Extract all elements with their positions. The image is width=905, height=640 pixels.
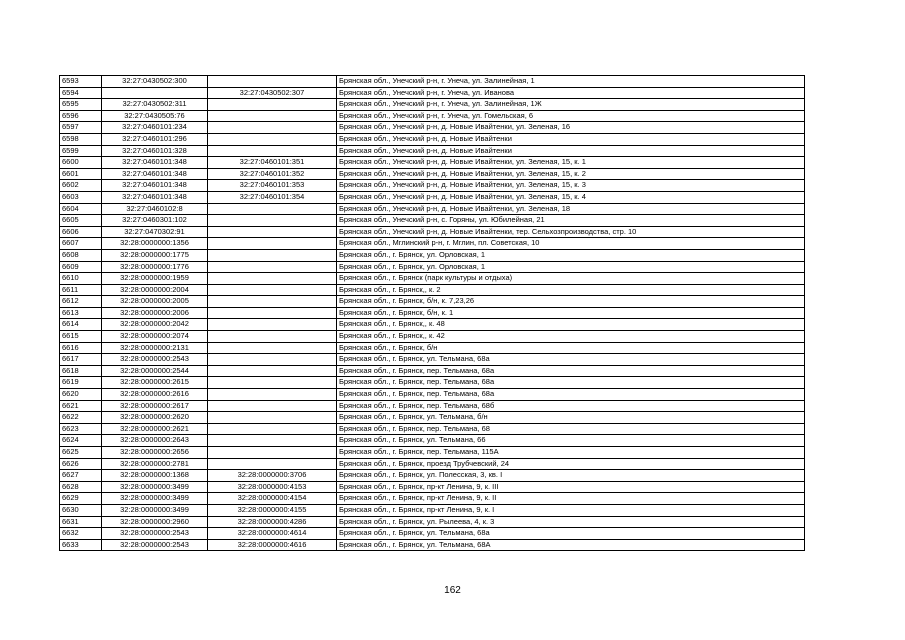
address-cell: Брянская обл., Унечский р-н, д. Новые Ивайтенки xyxy=(337,145,805,157)
table-row xyxy=(60,110,805,122)
row-number-cell: 6599 xyxy=(60,145,102,157)
cadastral-number-cell: 32:27:0430502:300 xyxy=(102,76,208,88)
table-row xyxy=(60,389,805,401)
cadastral-number-cell: 32:28:0000000:2616 xyxy=(102,389,208,401)
table-row xyxy=(60,377,805,389)
address-cell: Брянская обл., г. Брянск, пер. Тельмана, 68б xyxy=(337,400,805,412)
address-cell: Брянская обл., г. Брянск, ул. Полесская, 3, кв. I xyxy=(337,470,805,482)
registry-table xyxy=(59,75,805,551)
address-cell: Брянская обл., г. Брянск,, к. 2 xyxy=(337,284,805,296)
row-number-cell: 6600 xyxy=(60,157,102,169)
object-cadastral-number-cell: 32:27:0460101:351 xyxy=(208,157,337,169)
row-number-cell: 6630 xyxy=(60,504,102,516)
address-cell: Брянская обл., г. Брянск, пр-кт Ленина, 9, к. III xyxy=(337,481,805,493)
row-number-cell: 6622 xyxy=(60,412,102,424)
table-row xyxy=(60,273,805,285)
table-row xyxy=(60,342,805,354)
object-cadastral-number-cell xyxy=(208,342,337,354)
cadastral-number-cell: 32:27:0430505:76 xyxy=(102,110,208,122)
row-number-cell: 6617 xyxy=(60,354,102,366)
table-row xyxy=(60,470,805,482)
address-cell: Брянская обл., г. Брянск, пер. Тельмана, 68а xyxy=(337,365,805,377)
table-row xyxy=(60,168,805,180)
row-number-cell: 6623 xyxy=(60,423,102,435)
table-row xyxy=(60,516,805,528)
row-number-cell: 6610 xyxy=(60,273,102,285)
table-row xyxy=(60,122,805,134)
row-number-cell: 6609 xyxy=(60,261,102,273)
cadastral-number-cell: 32:27:0460101:348 xyxy=(102,157,208,169)
table-row xyxy=(60,180,805,192)
object-cadastral-number-cell xyxy=(208,226,337,238)
object-cadastral-number-cell: 32:28:0000000:4616 xyxy=(208,539,337,551)
table-row xyxy=(60,249,805,261)
cadastral-number-cell: 32:27:0460101:348 xyxy=(102,168,208,180)
registry-table-body xyxy=(60,76,805,551)
row-number-cell: 6594 xyxy=(60,87,102,99)
table-row xyxy=(60,400,805,412)
table-row xyxy=(60,87,805,99)
address-cell: Брянская обл., г. Брянск, ул. Рылеева, 4, к. 3 xyxy=(337,516,805,528)
address-cell: Брянская обл., Унечский р-н, д. Новые Ивайтенки, ул. Зеленая, 15, к. 3 xyxy=(337,180,805,192)
address-cell: Брянская обл., г. Брянск, ул. Тельмана, 68А xyxy=(337,539,805,551)
row-number-cell: 6605 xyxy=(60,215,102,227)
row-number-cell: 6612 xyxy=(60,296,102,308)
table-row xyxy=(60,493,805,505)
cadastral-number-cell: 32:28:0000000:2131 xyxy=(102,342,208,354)
table-row xyxy=(60,528,805,540)
object-cadastral-number-cell: 32:28:0000000:4614 xyxy=(208,528,337,540)
cadastral-number-cell: 32:27:0460102:8 xyxy=(102,203,208,215)
object-cadastral-number-cell: 32:28:0000000:4153 xyxy=(208,481,337,493)
object-cadastral-number-cell xyxy=(208,203,337,215)
row-number-cell: 6625 xyxy=(60,447,102,459)
cadastral-number-cell: 32:28:0000000:2615 xyxy=(102,377,208,389)
address-cell: Брянская обл., г. Брянск, ул. Орловская, 1 xyxy=(337,261,805,273)
table-row xyxy=(60,481,805,493)
address-cell: Брянская обл., г. Брянск, б/н, к. 1 xyxy=(337,307,805,319)
address-cell: Брянская обл., г. Брянск, пер. Тельмана, 68а xyxy=(337,377,805,389)
object-cadastral-number-cell xyxy=(208,307,337,319)
table-row xyxy=(60,354,805,366)
object-cadastral-number-cell xyxy=(208,365,337,377)
object-cadastral-number-cell xyxy=(208,215,337,227)
row-number-cell: 6597 xyxy=(60,122,102,134)
table-row xyxy=(60,145,805,157)
row-number-cell: 6624 xyxy=(60,435,102,447)
table-row xyxy=(60,319,805,331)
object-cadastral-number-cell xyxy=(208,447,337,459)
row-number-cell: 6601 xyxy=(60,168,102,180)
cadastral-number-cell: 32:28:0000000:2042 xyxy=(102,319,208,331)
address-cell: Брянская обл., Унечский р-н, г. Унеча, ул. Залинейная, 1Ж xyxy=(337,99,805,111)
cadastral-number-cell: 32:27:0460301:102 xyxy=(102,215,208,227)
row-number-cell: 6608 xyxy=(60,249,102,261)
cadastral-number-cell: 32:28:0000000:2543 xyxy=(102,528,208,540)
row-number-cell: 6614 xyxy=(60,319,102,331)
row-number-cell: 6631 xyxy=(60,516,102,528)
object-cadastral-number-cell xyxy=(208,249,337,261)
address-cell: Брянская обл., Унечский р-н, с. Горяны, ул. Юбилейная, 21 xyxy=(337,215,805,227)
address-cell: Брянская обл., г. Брянск (парк культуры и отдыха) xyxy=(337,273,805,285)
row-number-cell: 6603 xyxy=(60,191,102,203)
table-row xyxy=(60,191,805,203)
row-number-cell: 6593 xyxy=(60,76,102,88)
table-row xyxy=(60,76,805,88)
row-number-cell: 6596 xyxy=(60,110,102,122)
table-row xyxy=(60,331,805,343)
object-cadastral-number-cell: 32:27:0460101:354 xyxy=(208,191,337,203)
address-cell: Брянская обл., Унечский р-н, г. Унеча, ул. Иванова xyxy=(337,87,805,99)
address-cell: Брянская обл., Мглинский р-н, г. Мглин, пл. Советская, 10 xyxy=(337,238,805,250)
table-row xyxy=(60,365,805,377)
object-cadastral-number-cell: 32:28:0000000:4154 xyxy=(208,493,337,505)
table-row xyxy=(60,504,805,516)
row-number-cell: 6619 xyxy=(60,377,102,389)
address-cell: Брянская обл., г. Брянск, ул. Орловская, 1 xyxy=(337,249,805,261)
cadastral-number-cell: 32:27:0460101:348 xyxy=(102,191,208,203)
row-number-cell: 6606 xyxy=(60,226,102,238)
address-cell: Брянская обл., г. Брянск, ул. Тельмана, 66 xyxy=(337,435,805,447)
row-number-cell: 6613 xyxy=(60,307,102,319)
address-cell: Брянская обл., г. Брянск, б/н xyxy=(337,342,805,354)
cadastral-number-cell: 32:27:0460101:328 xyxy=(102,145,208,157)
cadastral-number-cell: 32:28:0000000:1776 xyxy=(102,261,208,273)
object-cadastral-number-cell xyxy=(208,122,337,134)
cadastral-number-cell: 32:28:0000000:2960 xyxy=(102,516,208,528)
object-cadastral-number-cell xyxy=(208,76,337,88)
cadastral-number-cell: 32:28:0000000:2643 xyxy=(102,435,208,447)
address-cell: Брянская обл., г. Брянск, пер. Тельмана, 68 xyxy=(337,423,805,435)
row-number-cell: 6632 xyxy=(60,528,102,540)
cadastral-number-cell: 32:28:0000000:1775 xyxy=(102,249,208,261)
address-cell: Брянская обл., Унечский р-н, д. Новые Ивайтенки, ул. Зеленая, 15, к. 1 xyxy=(337,157,805,169)
table-row xyxy=(60,284,805,296)
address-cell: Брянская обл., г. Брянск, б/н, к. 7,23,26 xyxy=(337,296,805,308)
address-cell: Брянская обл., г. Брянск, ул. Тельмана, 68а xyxy=(337,528,805,540)
table-row xyxy=(60,458,805,470)
cadastral-number-cell: 32:27:0460101:234 xyxy=(102,122,208,134)
object-cadastral-number-cell xyxy=(208,400,337,412)
address-cell: Брянская обл., г. Брянск, пр-кт Ленина, 9, к. II xyxy=(337,493,805,505)
cadastral-number-cell: 32:28:0000000:2617 xyxy=(102,400,208,412)
address-cell: Брянская обл., г. Брянск,, к. 42 xyxy=(337,331,805,343)
object-cadastral-number-cell xyxy=(208,389,337,401)
address-cell: Брянская обл., Унечский р-н, г. Унеча, ул. Гомельская, 6 xyxy=(337,110,805,122)
object-cadastral-number-cell: 32:27:0430502:307 xyxy=(208,87,337,99)
row-number-cell: 6618 xyxy=(60,365,102,377)
object-cadastral-number-cell xyxy=(208,423,337,435)
row-number-cell: 6620 xyxy=(60,389,102,401)
object-cadastral-number-cell xyxy=(208,238,337,250)
cadastral-number-cell: 32:27:0460101:348 xyxy=(102,180,208,192)
cadastral-number-cell: 32:28:0000000:1368 xyxy=(102,470,208,482)
cadastral-number-cell: 32:27:0470302:91 xyxy=(102,226,208,238)
table-row xyxy=(60,203,805,215)
object-cadastral-number-cell xyxy=(208,458,337,470)
object-cadastral-number-cell xyxy=(208,273,337,285)
row-number-cell: 6598 xyxy=(60,133,102,145)
address-cell: Брянская обл., г. Брянск, пер. Тельмана, 68а xyxy=(337,389,805,401)
row-number-cell: 6607 xyxy=(60,238,102,250)
object-cadastral-number-cell: 32:27:0460101:353 xyxy=(208,180,337,192)
table-row xyxy=(60,99,805,111)
object-cadastral-number-cell xyxy=(208,261,337,273)
table-row xyxy=(60,307,805,319)
table-row xyxy=(60,539,805,551)
address-cell: Брянская обл., Унечский р-н, д. Новые Ивайтенки, ул. Зеленая, 16 xyxy=(337,122,805,134)
object-cadastral-number-cell: 32:27:0460101:352 xyxy=(208,168,337,180)
object-cadastral-number-cell xyxy=(208,435,337,447)
table-row xyxy=(60,226,805,238)
row-number-cell: 6595 xyxy=(60,99,102,111)
cadastral-number-cell: 32:28:0000000:2621 xyxy=(102,423,208,435)
address-cell: Брянская обл., Унечский р-н, д. Новые Ивайтенки, ул. Зеленая, 15, к. 2 xyxy=(337,168,805,180)
object-cadastral-number-cell xyxy=(208,99,337,111)
table-row xyxy=(60,215,805,227)
cadastral-number-cell: 32:27:0460101:296 xyxy=(102,133,208,145)
cadastral-number-cell: 32:28:0000000:2781 xyxy=(102,458,208,470)
cadastral-number-cell xyxy=(102,87,208,99)
cadastral-number-cell: 32:28:0000000:2544 xyxy=(102,365,208,377)
cadastral-number-cell: 32:28:0000000:1959 xyxy=(102,273,208,285)
object-cadastral-number-cell xyxy=(208,110,337,122)
object-cadastral-number-cell xyxy=(208,296,337,308)
row-number-cell: 6602 xyxy=(60,180,102,192)
address-cell: Брянская обл., г. Брянск, проезд Трубчевский, 24 xyxy=(337,458,805,470)
address-cell: Брянская обл., Унечский р-н, д. Новые Ивайтенки, тер. Сельхозпроизводства, стр. 10 xyxy=(337,226,805,238)
row-number-cell: 6628 xyxy=(60,481,102,493)
cadastral-number-cell: 32:28:0000000:3499 xyxy=(102,504,208,516)
cadastral-number-cell: 32:28:0000000:3499 xyxy=(102,481,208,493)
table-row xyxy=(60,412,805,424)
cadastral-number-cell: 32:28:0000000:2620 xyxy=(102,412,208,424)
row-number-cell: 6627 xyxy=(60,470,102,482)
object-cadastral-number-cell xyxy=(208,319,337,331)
object-cadastral-number-cell: 32:28:0000000:4155 xyxy=(208,504,337,516)
cadastral-number-cell: 32:28:0000000:2074 xyxy=(102,331,208,343)
object-cadastral-number-cell xyxy=(208,331,337,343)
address-cell: Брянская обл., г. Брянск,, к. 48 xyxy=(337,319,805,331)
row-number-cell: 6629 xyxy=(60,493,102,505)
object-cadastral-number-cell xyxy=(208,377,337,389)
cadastral-number-cell: 32:28:0000000:2543 xyxy=(102,539,208,551)
table-row xyxy=(60,296,805,308)
cadastral-number-cell: 32:28:0000000:2004 xyxy=(102,284,208,296)
cadastral-number-cell: 32:28:0000000:3499 xyxy=(102,493,208,505)
row-number-cell: 6621 xyxy=(60,400,102,412)
object-cadastral-number-cell xyxy=(208,133,337,145)
cadastral-number-cell: 32:28:0000000:2006 xyxy=(102,307,208,319)
cadastral-number-cell: 32:28:0000000:2005 xyxy=(102,296,208,308)
object-cadastral-number-cell xyxy=(208,284,337,296)
row-number-cell: 6611 xyxy=(60,284,102,296)
cadastral-number-cell: 32:28:0000000:2656 xyxy=(102,447,208,459)
object-cadastral-number-cell: 32:28:0000000:3706 xyxy=(208,470,337,482)
address-cell: Брянская обл., Унечский р-н, д. Новые Ивайтенки xyxy=(337,133,805,145)
table-row xyxy=(60,133,805,145)
row-number-cell: 6616 xyxy=(60,342,102,354)
address-cell: Брянская обл., г. Брянск, ул. Тельмана, б/н xyxy=(337,412,805,424)
address-cell: Брянская обл., Унечский р-н, г. Унеча, ул. Залинейная, 1 xyxy=(337,76,805,88)
row-number-cell: 6633 xyxy=(60,539,102,551)
object-cadastral-number-cell: 32:28:0000000:4286 xyxy=(208,516,337,528)
table-row xyxy=(60,261,805,273)
address-cell: Брянская обл., г. Брянск, ул. Тельмана, 68а xyxy=(337,354,805,366)
cadastral-number-cell: 32:28:0000000:2543 xyxy=(102,354,208,366)
cadastral-number-cell: 32:28:0000000:1356 xyxy=(102,238,208,250)
object-cadastral-number-cell xyxy=(208,354,337,366)
table-row xyxy=(60,447,805,459)
cadastral-number-cell: 32:27:0430502:311 xyxy=(102,99,208,111)
object-cadastral-number-cell xyxy=(208,145,337,157)
table-row xyxy=(60,238,805,250)
address-cell: Брянская обл., Унечский р-н, д. Новые Ивайтенки, ул. Зеленая, 18 xyxy=(337,203,805,215)
row-number-cell: 6604 xyxy=(60,203,102,215)
table-row xyxy=(60,157,805,169)
row-number-cell: 6626 xyxy=(60,458,102,470)
address-cell: Брянская обл., Унечский р-н, д. Новые Ивайтенки, ул. Зеленая, 15, к. 4 xyxy=(337,191,805,203)
table-row xyxy=(60,435,805,447)
table-row xyxy=(60,423,805,435)
page-number: 162 xyxy=(444,585,461,596)
object-cadastral-number-cell xyxy=(208,412,337,424)
address-cell: Брянская обл., г. Брянск, пр-кт Ленина, 9, к. I xyxy=(337,504,805,516)
address-cell: Брянская обл., г. Брянск, пер. Тельмана, 115А xyxy=(337,447,805,459)
row-number-cell: 6615 xyxy=(60,331,102,343)
